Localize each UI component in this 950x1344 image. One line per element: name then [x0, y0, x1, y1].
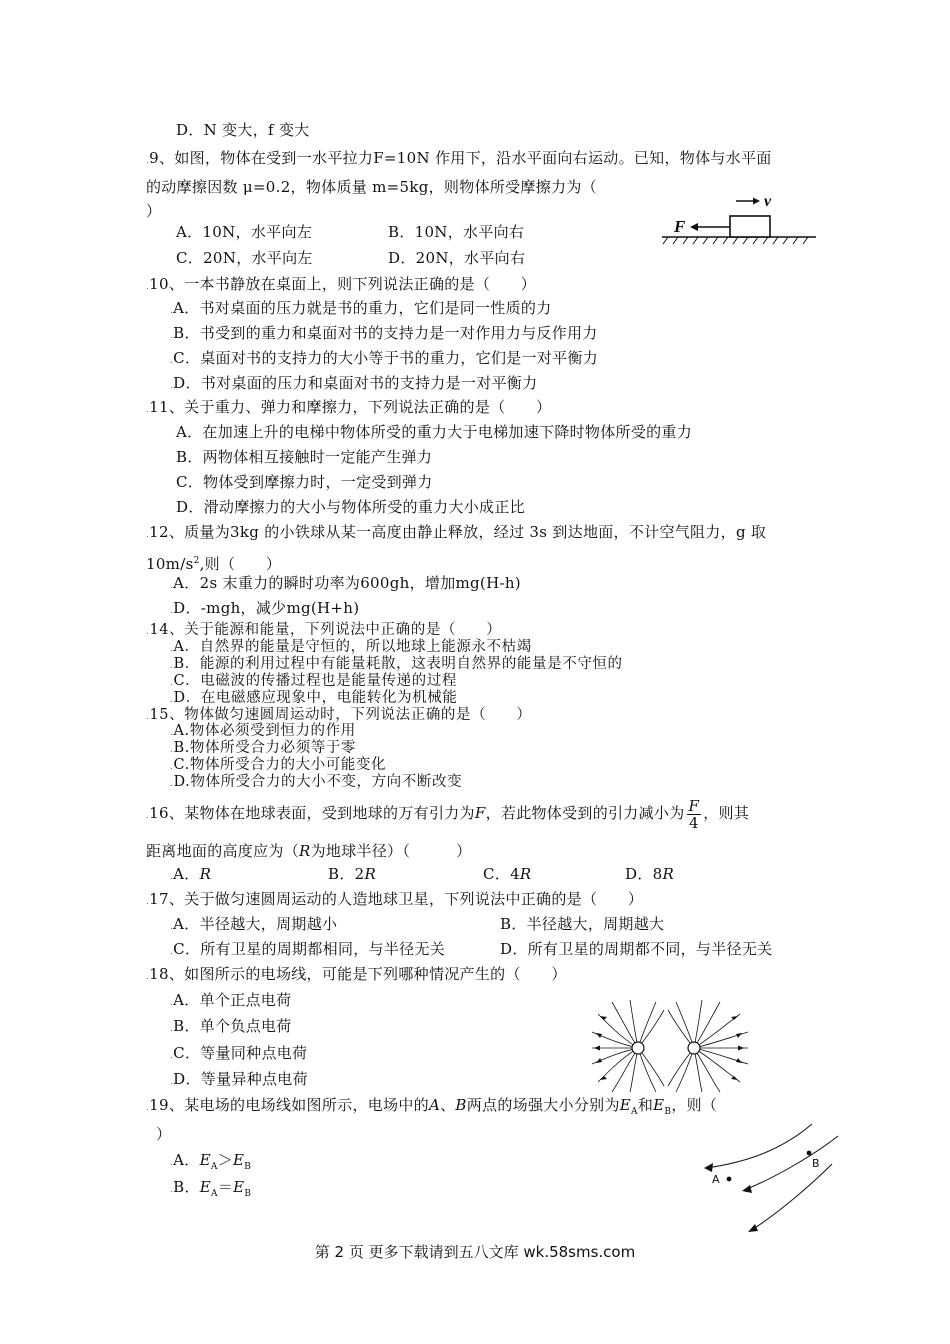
q19-option-b: .B．$E_A=E_B$ — [170, 1178, 252, 1199]
q19-stem-line1: .19、某电场的电场线如图所示，电场中的A、B两点的场强大小分别为$E_A$和$E_B$，则（ — [146, 1096, 718, 1117]
q18-stem: .18、如图所示的电场线，可能是下列哪种情况产生的（ ） — [146, 965, 567, 983]
q11-option-a: A．在加速上升的电梯中物体所受的重力大于电梯加速下降时物体所受的重力 — [176, 423, 693, 441]
q9-velocity-label: v — [764, 193, 772, 210]
q9-stem-line3: ） — [146, 202, 162, 220]
q19-option-a: .A．$E_A>E_B$ — [170, 1151, 252, 1172]
q8-option-d: D．N 变大，f 变大 — [176, 121, 310, 139]
q14-option-c: .C．电磁波的传播过程也是能量传递的过程 — [170, 673, 457, 689]
q12-stem-line2: $10m/s^2$,则（ ） — [146, 555, 282, 573]
q16-stem-line2: 距离地面的高度应为（R为地球半径）（ ） — [146, 842, 472, 860]
q10-option-a: .A．书对桌面的压力就是书的重力，它们是同一性质的力 — [170, 299, 552, 317]
q9-stem-line2: 的动摩擦因数 μ=0.2，物体质量 m=5kg，则物体所受摩擦力为（ — [146, 178, 597, 196]
q19-point-b-label: B — [812, 1157, 820, 1170]
q16-stem-line1: .16、某物体在地球表面，受到地球的万有引力为F，若此物体受到的引力减小为 $\frac{F}{4}$ ，则其 — [146, 796, 750, 832]
q17-option-d: D．所有卫星的周期都不同，与半径无关 — [500, 940, 773, 958]
q9-stem-line1: .9、如图，物体在受到一水平拉力F=10N 作用下，沿水平面向右运动。已知，物体与水平面 — [146, 149, 772, 167]
q14-stem: .14、关于能源和能量，下列说法中正确的是（ ） — [146, 622, 502, 638]
q19-stem-line2: ） — [156, 1125, 172, 1143]
q12-option-a: .A．2s 末重力的瞬时功率为600gh，增加mg(H-h) — [170, 574, 521, 592]
q14-option-b: .B．能源的利用过程中有能量耗散，这表明自然界的能量是不守恒的 — [170, 656, 623, 672]
q17-stem: .17、关于做匀速圆周运动的人造地球卫星，下列说法中正确的是（ ） — [146, 890, 644, 908]
q18-field-lines-figure — [590, 998, 750, 1093]
q9-option-a: A．10N，水平向左 — [176, 223, 313, 241]
q15-stem: .15、物体做匀速圆周运动时，下列说法正确的是（ ） — [146, 707, 532, 723]
q9-option-c: C．20N，水平向左 — [176, 249, 313, 267]
q17-option-c: .C．所有卫星的周期都相同，与半径无关 — [170, 940, 446, 958]
q15-option-b: .B.物体所受合力必须等于零 — [170, 740, 357, 756]
q16-fraction: $\frac{F}{4}$ — [688, 796, 700, 832]
q16-option-b: B．2R — [328, 865, 377, 883]
q15-option-a: .A.物体必须受到恒力的作用 — [170, 723, 356, 739]
q15-option-c: .C.物体所受合力的大小可能变化 — [170, 757, 387, 773]
q9-option-d: D．20N，水平向右 — [388, 249, 526, 267]
q9-block-figure — [660, 192, 820, 252]
q16-option-a: .A．R — [170, 865, 212, 883]
q16-option-d: D．8R — [625, 865, 675, 883]
q19-field-lines-figure — [700, 1118, 845, 1238]
q11-option-c: C．物体受到摩擦力时，一定受到弹力 — [176, 473, 433, 491]
q15-option-d: .D.物体所受合力的大小不变，方向不断改变 — [170, 774, 463, 790]
q11-option-b: B．两物体相互接触时一定能产生弹力 — [176, 448, 433, 466]
q17-option-a: .A．半径越大，周期越小 — [170, 915, 338, 933]
q11-stem: .11、关于重力、弹力和摩擦力，下列说法正确的是（ ） — [146, 398, 552, 416]
page-footer: 第 2 页 更多下载请到五八文库 wk.58sms.com — [314, 1243, 636, 1261]
q9-option-b: B．10N，水平向右 — [388, 223, 525, 241]
q11-option-d: D．滑动摩擦力的大小与物体所受的重力大小成正比 — [176, 498, 525, 516]
q16-option-c: C．4R — [483, 865, 532, 883]
q18-option-d: .D．等量异种点电荷 — [170, 1070, 308, 1088]
q14-option-a: .A．自然界的能量是守恒的，所以地球上能源永不枯竭 — [170, 639, 532, 655]
q10-option-b: .B．书受到的重力和桌面对书的支持力是一对作用力与反作用力 — [170, 324, 598, 342]
q12-option-d: .D．-mgh，减少mg(H+h) — [170, 599, 360, 617]
q9-force-label: F — [674, 217, 686, 236]
q12-stem-line1: .12、质量为3kg 的小铁球从某一高度由静止释放，经过 3s 到达地面，不计空气阻力，g 取 — [146, 523, 767, 541]
q18-option-c: .C．等量同种点电荷 — [170, 1044, 308, 1062]
q18-option-a: .A．单个正点电荷 — [170, 991, 292, 1009]
q14-option-d: .D．在电磁感应现象中，电能转化为机械能 — [170, 690, 458, 706]
q18-option-b: .B．单个负点电荷 — [170, 1017, 292, 1035]
q17-option-b: B．半径越大，周期越大 — [500, 915, 665, 933]
q19-point-a-label: A — [712, 1173, 720, 1186]
q10-option-c: .C．桌面对书的支持力的大小等于书的重力，它们是一对平衡力 — [170, 349, 599, 367]
q10-stem: .10、一本书静放在桌面上，则下列说法正确的是（ ） — [146, 275, 537, 293]
q10-option-d: .D．书对桌面的压力和桌面对书的支持力是一对平衡力 — [170, 374, 538, 392]
